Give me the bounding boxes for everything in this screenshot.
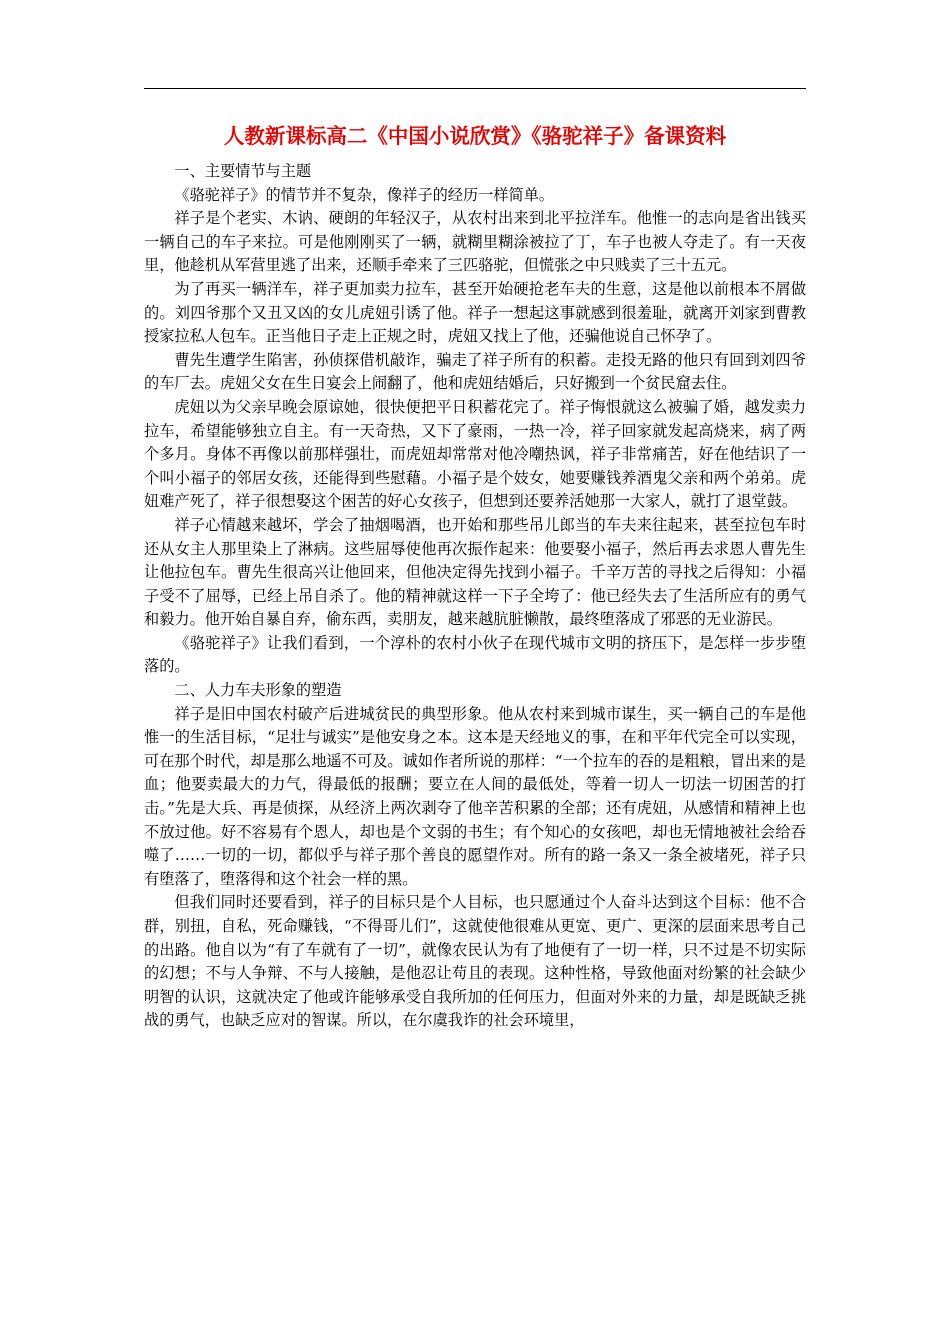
- paragraph: 祥子是旧中国农村破产后进城贫民的典型形象。他从农村来到城市谋生，买一辆自己的车是他惟一的生活目标，“足壮与诚实”是他安身之本。这本是天经地义的事，在和平年代完全可以实现，可在那个时代，却是那么地遥不可及。诚如作者所说的那样：“一个拉车的吞的是粗粮，冒出来的是血；他要卖最大的力气，得最低的报酬；要立在人间的最低处，等着一切人一切法一切困苦的打击。”先是大兵、再是侦探，从经济上两次剥夺了他辛苦积累的全部；还有虎妞，从感情和精神上也不放过他。好不容易有个恩人，却也是个文弱的书生；有个知心的女孩吧，却也无情地被社会给吞噬了……一切的一切，都似乎与祥子那个善良的愿望作对。所有的路一条又一条全被堵死，祥子只有堕落了，堕落得和这个社会一样的黑。: [144, 704, 806, 888]
- paragraph: 《骆驼祥子》让我们看到，一个淳朴的农村小伙子在现代城市文明的挤压下，是怎样一步步堕落的。: [144, 633, 806, 676]
- section-heading-2: 二、人力车夫形象的塑造: [174, 681, 342, 700]
- paragraph: 虎妞以为父亲早晚会原谅她，很快便把平日积蓄花完了。祥子悔恨就这么被骗了婚，越发卖力拉车，希望能够独立自主。有一天奇热，又下了豪雨，一热一冷，祥子回家就发起高烧来，病了两个多月。身体不再像以前那样强壮，而虎妞却常常对他冷嘲热讽，祥子非常痛苦，好在他结识了一个叫小福子的邻居女孩，还能得到些慰藉。小福子是个妓女，她要赚钱养酒鬼父亲和两个弟弟。虎妞难产死了，祥子很想娶这个困苦的好心女孩子，但想到还要养活她那一大家人，就打了退堂鼓。: [144, 397, 806, 511]
- paragraph: 祥子是个老实、木讷、硬朗的年轻汉子，从农村出来到北平拉洋车。他惟一的志向是省出钱买一辆自己的车子来拉。可是他刚刚买了一辆，就糊里糊涂被拉了丁，车子也被人夺走了。有一天夜里，他趁机从军营里逃了出来，还顺手牵来了三匹骆驼，但慌张之中只贱卖了三十五元。: [144, 209, 806, 275]
- document-title: 人教新课标高二《中国小说欣赏》《骆驼祥子》备课资料: [223, 124, 727, 148]
- paragraph: 为了再买一辆洋车，祥子更加卖力拉车，甚至开始硬抢老车夫的生意，这是他以前根本不屑做的。刘四爷那个又丑又凶的女儿虎妞引诱了他。祥子一想起这事就感到很羞耻，就离开刘家到曹教授家拉私人包车。正当他日子走上正规之时，虎妞又找上了他，还骗他说自己怀孕了。: [144, 279, 806, 346]
- document-body: [144, 160, 806, 1033]
- paragraph: 曹先生遭学生陷害，孙侦探借机敲诈，骗走了祥子所有的积蓄。走投无路的他只有回到刘四爷的车厂去。虎妞父女在生日宴会上闹翻了，他和虎妞结婚后，只好搬到一个贫民窟去住。: [144, 350, 806, 393]
- paragraph: 《骆驼祥子》的情节并不复杂，像祥子的经历一样简单。: [174, 185, 555, 204]
- paragraph: 但我们同时还要看到，祥子的目标只是个人目标，也只愿通过个人奋斗达到这个目标：他不合群，别扭，自私，死命赚钱，“不得哥儿们”，这就使他很难从更宽、更广、更深的层面来思考自己的出路。他自以为“有了车就有了一切”，就像农民认为有了地便有了一切一样，只不过是不切实际的幻想；不与人争辩、不与人接触，是他忍让苟且的表现。这种性格，导致他面对纷繁的社会缺少明智的认识，这就决定了他或许能够承受自我所加的任何压力，但面对外来的力量，却是既缺乏挑战的勇气，也缺乏应对的智谋。所以，在尔虞我诈的社会环境里，: [144, 893, 806, 1030]
- header-rule: [144, 88, 806, 89]
- section-heading-1: 一、主要情节与主题: [174, 162, 312, 180]
- paragraph: 祥子心情越来越坏，学会了抽烟喝酒，也开始和那些吊儿郎当的车夫来往起来，甚至拉包车时还从女主人那里染上了淋病。这些屈辱使他再次振作起来：他要娶小福子，然后再去求恩人曹先生让他拉包车。曹先生很高兴让他回来，但他决定得先找到小福子。千辛万苦的寻找之后得知：小福子受不了屈辱，已经上吊自杀了。他的精神就这样一下子全垮了：他已经失去了生活所应有的勇气和毅力。他开始自暴自弃，偷东西，卖朋友，越来越肮脏懒散，最终堕落成了邪恶的无业游民。: [144, 515, 806, 629]
